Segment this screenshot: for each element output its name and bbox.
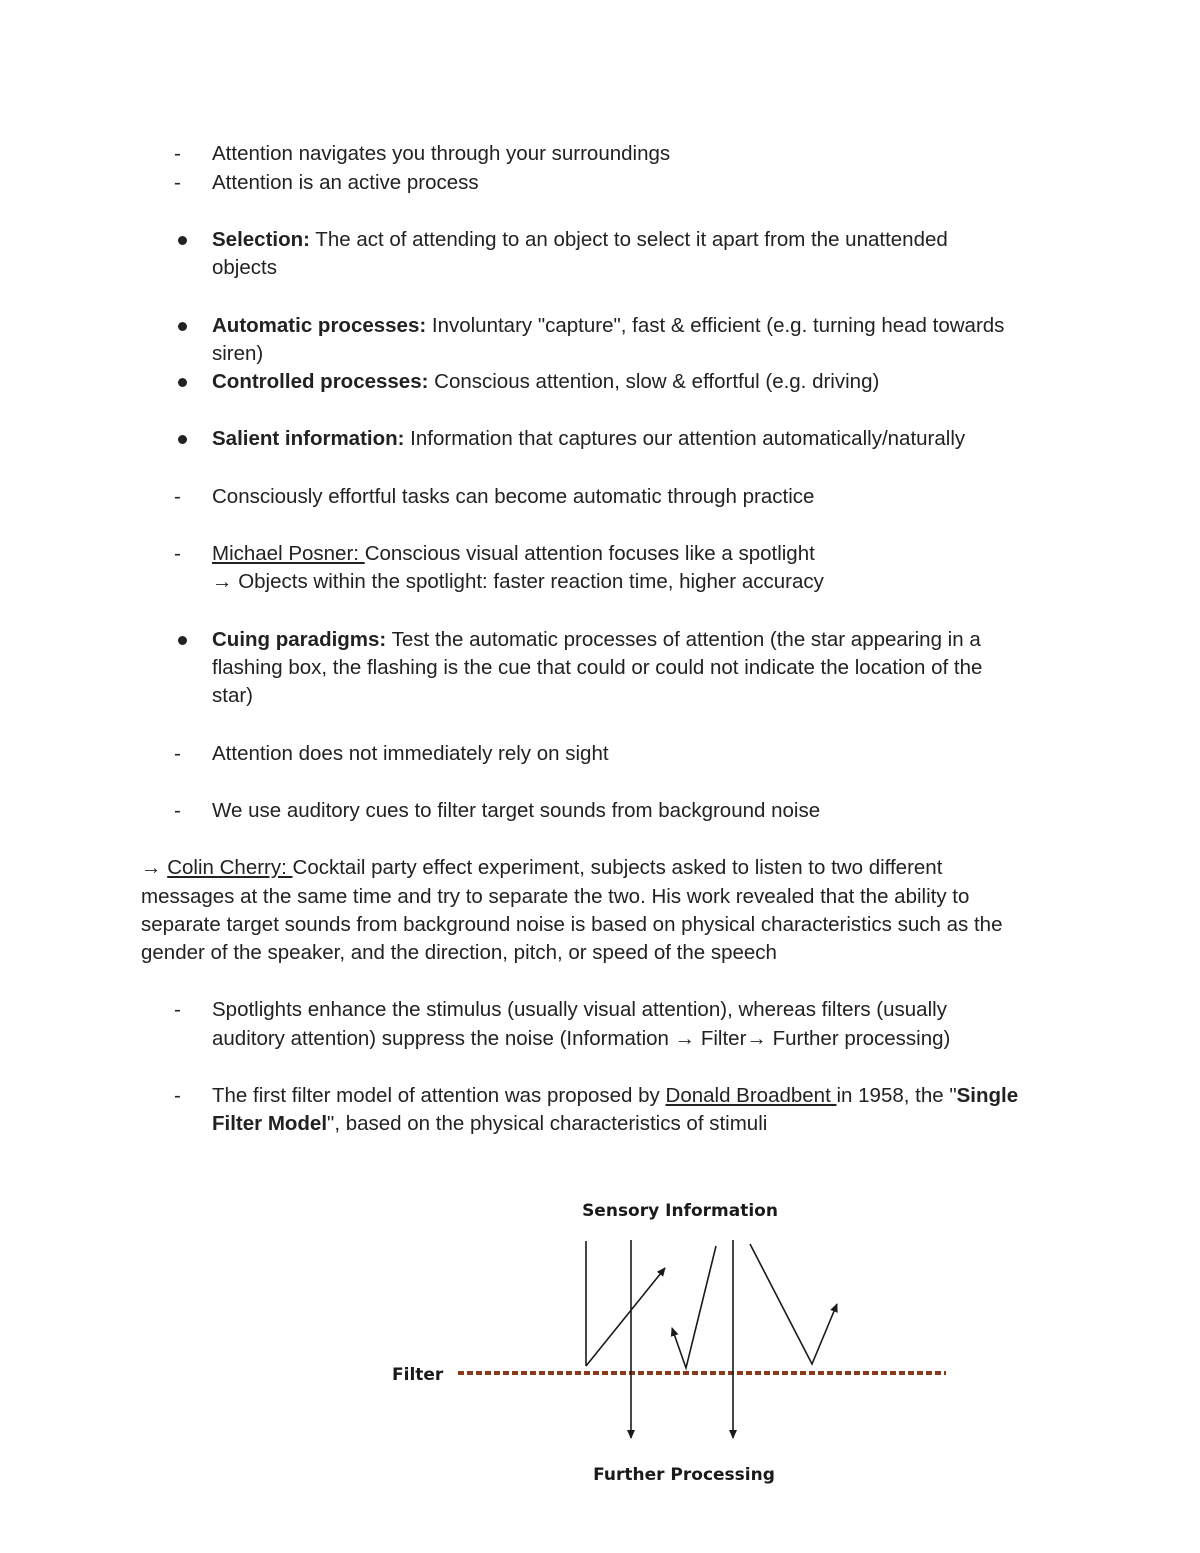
dash-marker: - (174, 171, 181, 194)
paragraph-text: gender of the speaker, and the direction, pitch, or speed of the speech (141, 941, 777, 964)
list-item-text: ", based on the physical characteristics of stimuli (327, 1112, 768, 1135)
list-item-text: Consciously effortful tasks can become automatic through practice (212, 485, 815, 508)
dash-marker: - (174, 1084, 181, 1107)
arrow-glyph: → (141, 856, 168, 879)
definition-text: star) (212, 684, 253, 707)
definition-text: The act of attending to an object to select it apart from the unattended (309, 228, 948, 251)
dash-marker: - (174, 799, 181, 822)
blocked-channel-arrow (750, 1244, 837, 1364)
paragraph-text: separate target sounds from background noise is based on physical characteristics such as the (141, 913, 1003, 936)
list-item-text: in 1958, the " (836, 1084, 957, 1107)
definition-text: Conscious attention, slow & effortful (e.g. driving) (428, 370, 880, 393)
list-item-text: Conscious visual attention focuses like a spotlight (364, 542, 815, 565)
paragraph-text: Cocktail party effect experiment, subjects asked to listen to two different (292, 856, 943, 879)
term: Salient information: (212, 427, 405, 450)
term: Automatic processes: (212, 314, 427, 337)
term: Controlled processes: (212, 370, 429, 393)
researcher-name: Colin Cherry: (167, 856, 293, 879)
researcher-name: Donald Broadbent (665, 1084, 837, 1107)
definition-text: siren) (212, 342, 264, 365)
diagram-bottom-label: Further Processing (593, 1465, 775, 1485)
definition-text: Information that captures our attention automatically/naturally (404, 427, 966, 450)
dash-marker: - (174, 485, 181, 508)
list-item-text: The first filter model of attention was proposed by (212, 1084, 666, 1107)
list-item-text: Attention is an active process (212, 171, 479, 194)
model-name: Filter Model (212, 1112, 328, 1135)
diagram-top-label: Sensory Information (582, 1201, 778, 1221)
list-item-text: We use auditory cues to filter target sounds from background noise (212, 799, 821, 822)
term: Cuing paradigms: (212, 628, 387, 651)
term: Selection: (212, 228, 310, 251)
definition-text: Test the automatic processes of attention (the star appearing in a (386, 628, 981, 651)
list-item-text: auditory attention) suppress the noise (Information → Filter→ Further processing) (212, 1027, 951, 1050)
model-name: Single (956, 1084, 1019, 1107)
dash-marker: - (174, 542, 181, 565)
definition-text: flashing box, the flashing is the cue that could or could not indicate the location of the (212, 656, 983, 679)
dash-marker: - (174, 742, 181, 765)
paragraph-text: messages at the same time and try to separate the two. His work revealed that the ability to (141, 885, 970, 908)
blocked-channel-arrow (672, 1246, 716, 1368)
list-item-text: → Objects within the spotlight: faster reaction time, higher accuracy (212, 570, 824, 593)
definition-text: objects (212, 256, 277, 279)
dash-marker: - (174, 998, 181, 1021)
list-item-text: Attention navigates you through your surroundings (212, 142, 671, 165)
researcher-name: Michael Posner: (212, 542, 365, 565)
blocked-channel-arrow (586, 1268, 665, 1366)
dash-marker: - (174, 142, 181, 165)
list-item-text: Spotlights enhance the stimulus (usually visual attention), whereas filters (usually (212, 998, 947, 1021)
definition-text: Involuntary "capture", fast & efficient (e.g. turning head towards (426, 314, 1005, 337)
diagram-filter-label: Filter (392, 1365, 444, 1385)
list-item-text: Attention does not immediately rely on sight (212, 742, 609, 765)
